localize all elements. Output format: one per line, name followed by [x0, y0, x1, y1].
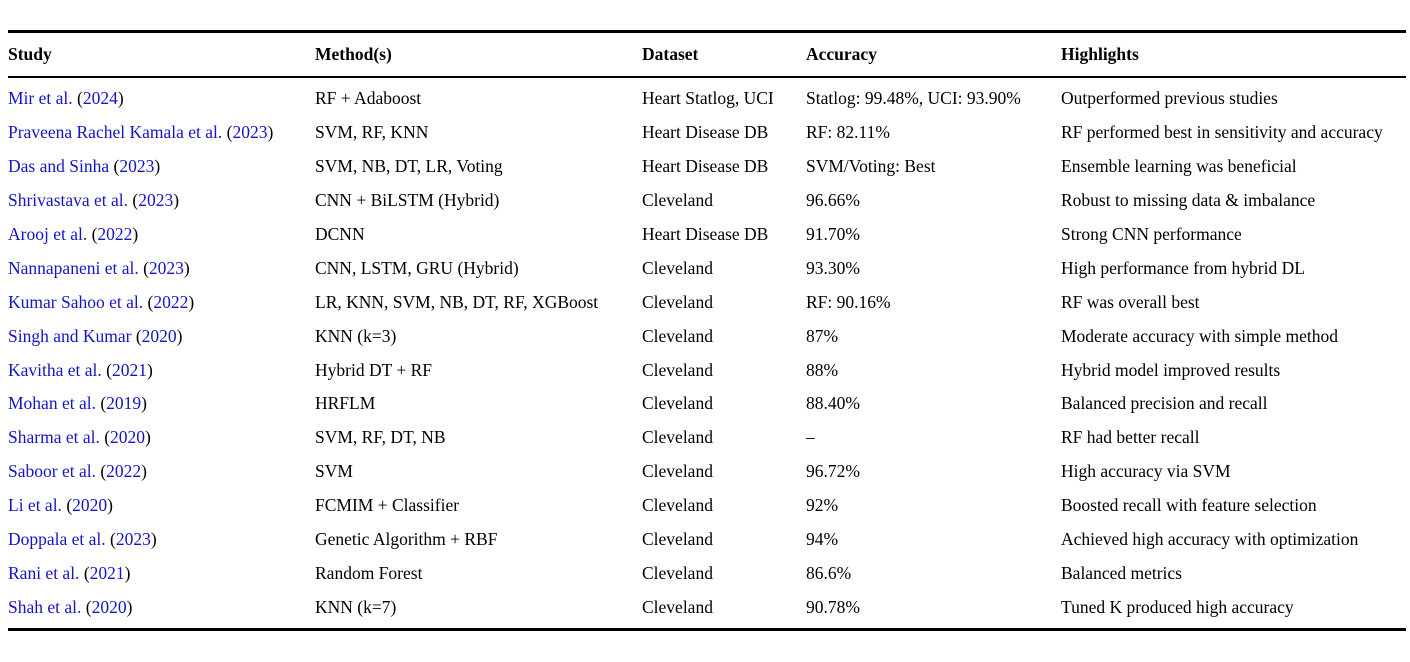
cell-method: Genetic Algorithm + RBF [315, 529, 498, 550]
cell-study [8, 523, 315, 557]
citation-year-link[interactable]: 2022 [106, 461, 142, 482]
citation-author-link[interactable]: Shah et al. [8, 596, 82, 617]
table-row [8, 353, 1406, 387]
citation-author-link[interactable]: Rani et al. [8, 562, 80, 583]
cell-accuracy: 88.40% [806, 393, 860, 414]
citation-author-link[interactable]: Mir et al. [8, 88, 73, 109]
cell-highlights: High performance from hybrid DL [1061, 257, 1305, 278]
cell-accuracy: RF: 82.11% [806, 122, 890, 143]
cell-study [8, 353, 315, 387]
cell-accuracy: 88% [806, 359, 839, 380]
cell-highlights: Tuned K produced high accuracy [1061, 596, 1294, 617]
citation-close-paren: ) [183, 257, 190, 278]
citation-year-link[interactable]: 2023 [148, 257, 184, 278]
citation-close-paren: ) [117, 88, 124, 109]
citation-year-link[interactable]: 2023 [138, 190, 174, 211]
citation-open-paren: ( [113, 156, 120, 177]
citation-close-paren: ) [145, 427, 151, 448]
citation-open-paren: ( [77, 88, 83, 109]
header-highlights: Highlights [1061, 44, 1139, 64]
cell-accuracy: 94% [806, 529, 839, 550]
cell-dataset: Heart Disease DB [642, 224, 769, 244]
table-row [8, 251, 1406, 285]
citation-close-paren: ) [154, 156, 161, 177]
cell-accuracy: Statlog: 99.48%, UCI: 93.90% [806, 88, 1021, 109]
citation-year-link[interactable]: 2022 [153, 291, 189, 312]
cell-accuracy: 93.30% [806, 257, 860, 278]
cell-highlights: Robust to missing data & imbalance [1061, 190, 1316, 211]
cell-accuracy: 92% [806, 495, 839, 516]
cell-method: SVM, RF, DT, NB [315, 427, 446, 448]
citation-open-paren: ( [143, 257, 149, 278]
cell-study [8, 590, 315, 629]
comparison-table-container [8, 30, 1406, 631]
cell-method: CNN, LSTM, GRU (Hybrid) [315, 257, 519, 278]
cell-dataset: Cleveland [642, 596, 713, 617]
cell-dataset: Cleveland [642, 427, 713, 448]
table-row [8, 590, 1406, 629]
cell-study [8, 455, 315, 489]
table-row [8, 489, 1406, 523]
cell-dataset: Cleveland [642, 562, 713, 583]
table-row [8, 150, 1406, 184]
table-row [8, 319, 1406, 353]
citation-year-link[interactable]: 2023 [232, 122, 268, 143]
table-row [8, 218, 1406, 252]
table-row [8, 184, 1406, 218]
citation-author-link[interactable]: Praveena Rachel Kamala et al. [8, 122, 223, 143]
citation-open-paren: ( [83, 562, 90, 583]
cell-highlights: High accuracy via SVM [1061, 461, 1231, 482]
citation-open-paren: ( [147, 291, 154, 312]
cell-accuracy: 87% [806, 325, 839, 346]
cell-highlights: RF had better recall [1061, 427, 1200, 448]
cell-accuracy: 90.78% [806, 596, 860, 617]
citation-close-paren: ) [141, 461, 147, 482]
cell-method: SVM, NB, DT, LR, Voting [315, 156, 503, 177]
cell-accuracy: 91.70% [806, 224, 860, 244]
cell-highlights: RF was overall best [1061, 291, 1200, 312]
cell-method: KNN (k=3) [315, 325, 397, 346]
table-row [8, 285, 1406, 319]
cell-highlights: Balanced metrics [1061, 562, 1182, 583]
cell-dataset: Cleveland [642, 291, 713, 312]
citation-year-link[interactable]: 2019 [106, 393, 142, 414]
citation-open-paren: ( [100, 393, 107, 414]
cell-highlights: RF performed best in sensitivity and accuracy [1061, 122, 1383, 143]
citation-author-link[interactable]: Kumar Sahoo et al. [8, 291, 144, 312]
citation-year-link[interactable]: 2020 [141, 325, 177, 346]
cell-accuracy: SVM/Voting: Best [806, 156, 936, 177]
citation-open-paren: ( [135, 325, 142, 346]
cell-accuracy: 96.72% [806, 461, 860, 482]
table-body [8, 77, 1406, 630]
citation-open-paren: ( [66, 495, 73, 516]
cell-dataset: Cleveland [642, 461, 713, 482]
citation-year-link[interactable]: 2021 [111, 359, 147, 380]
table-row [8, 523, 1406, 557]
cell-dataset: Cleveland [642, 529, 713, 550]
citation-year-link[interactable]: 2020 [72, 495, 108, 516]
cell-study [8, 184, 315, 218]
citation-close-paren: ) [126, 596, 133, 617]
citation-year-link[interactable]: 2020 [110, 427, 146, 448]
cell-highlights: Strong CNN performance [1061, 224, 1242, 244]
cell-dataset: Cleveland [642, 393, 713, 414]
cell-study [8, 387, 315, 421]
cell-accuracy: RF: 90.16% [806, 291, 891, 312]
cell-method: LR, KNN, SVM, NB, DT, RF, XGBoost [315, 291, 599, 312]
cell-study [8, 319, 315, 353]
citation-close-paren: ) [146, 359, 153, 380]
citation-year-link[interactable]: 2022 [97, 224, 133, 244]
header-dataset: Dataset [642, 44, 699, 64]
citation-close-paren: ) [267, 122, 274, 143]
cell-study [8, 77, 315, 116]
cell-method: KNN (k=7) [315, 596, 397, 617]
citation-author-link[interactable]: Li et al. [8, 495, 62, 516]
citation-close-paren: ) [124, 562, 131, 583]
citation-author-link[interactable]: Kavitha et al. [8, 359, 102, 380]
cell-highlights: Outperformed previous studies [1061, 88, 1278, 109]
cell-dataset: Cleveland [642, 359, 713, 380]
cell-highlights: Ensemble learning was beneficial [1061, 156, 1297, 177]
cell-highlights: Boosted recall with feature selection [1061, 495, 1317, 516]
table-row [8, 116, 1406, 150]
citation-close-paren: ) [150, 529, 157, 550]
cell-study [8, 421, 315, 455]
citation-author-link[interactable]: Nannapaneni et al. [8, 257, 139, 278]
cell-study [8, 116, 315, 150]
citation-year-link[interactable]: 2023 [115, 529, 151, 550]
cell-study [8, 285, 315, 319]
cell-dataset: Cleveland [642, 257, 713, 278]
citation-author-link[interactable]: Sharma et al. [8, 427, 100, 448]
cell-method: Hybrid DT + RF [315, 359, 432, 380]
cell-dataset: Cleveland [642, 325, 713, 346]
table-row [8, 387, 1406, 421]
citation-open-paren: ( [100, 461, 107, 482]
citation-open-paren: ( [110, 529, 116, 550]
citation-year-link[interactable]: 2023 [119, 156, 155, 177]
related-work-comparison-table [8, 30, 1406, 631]
citation-open-paren: ( [91, 224, 98, 244]
citation-close-paren: ) [141, 393, 147, 414]
cell-highlights: Balanced precision and recall [1061, 393, 1268, 414]
citation-close-paren: ) [132, 224, 139, 244]
table-row [8, 77, 1406, 116]
citation-open-paren: ( [106, 359, 112, 380]
cell-study [8, 556, 315, 590]
citation-close-paren: ) [107, 495, 113, 516]
cell-method: DCNN [315, 224, 365, 244]
cell-dataset: Heart Disease DB [642, 122, 769, 143]
table-header [8, 32, 1406, 78]
citation-open-paren: ( [85, 596, 92, 617]
cell-method: SVM, RF, KNN [315, 122, 429, 143]
citation-close-paren: ) [188, 291, 195, 312]
header-study: Study [8, 44, 52, 64]
citation-author-link[interactable]: Shrivastava et al. [8, 190, 129, 211]
cell-accuracy: 96.66% [806, 190, 860, 211]
citation-open-paren: ( [104, 427, 111, 448]
cell-study [8, 251, 315, 285]
header-row [8, 32, 1406, 78]
cell-highlights: Hybrid model improved results [1061, 359, 1281, 380]
cell-method: RF + Adaboost [315, 88, 422, 109]
cell-method: CNN + BiLSTM (Hybrid) [315, 190, 500, 211]
cell-accuracy: – [806, 427, 815, 448]
cell-dataset: Heart Statlog, UCI [642, 88, 774, 109]
citation-author-link[interactable]: Singh and Kumar [8, 325, 132, 346]
cell-highlights: Moderate accuracy with simple method [1061, 325, 1338, 346]
citation-close-paren: ) [173, 190, 180, 211]
citation-open-paren: ( [132, 190, 139, 211]
citation-author-link[interactable]: Doppala et al. [8, 529, 106, 550]
citation-open-paren: ( [226, 122, 233, 143]
citation-year-link[interactable]: 2021 [89, 562, 125, 583]
cell-method: FCMIM + Classifier [315, 495, 460, 516]
cell-study [8, 218, 315, 252]
citation-author-link[interactable]: Saboor et al. [8, 461, 96, 482]
citation-author-link[interactable]: Das and Sinha [8, 156, 110, 177]
cell-study [8, 489, 315, 523]
table-row [8, 421, 1406, 455]
cell-method: Random Forest [315, 562, 423, 583]
cell-method: HRFLM [315, 393, 376, 414]
cell-dataset: Cleveland [642, 495, 713, 516]
header-methods: Method(s) [315, 44, 392, 64]
cell-accuracy: 86.6% [806, 562, 852, 583]
cell-dataset: Cleveland [642, 190, 713, 211]
cell-method: SVM [315, 461, 353, 482]
cell-study [8, 150, 315, 184]
citation-author-link[interactable]: Mohan et al. [8, 393, 96, 414]
cell-highlights: Achieved high accuracy with optimization [1061, 529, 1359, 550]
citation-close-paren: ) [176, 325, 183, 346]
header-accuracy: Accuracy [806, 44, 877, 64]
table-row [8, 556, 1406, 590]
citation-year-link[interactable]: 2024 [82, 88, 118, 109]
citation-year-link[interactable]: 2020 [91, 596, 127, 617]
table-row [8, 455, 1406, 489]
citation-author-link[interactable]: Arooj et al. [8, 224, 88, 244]
cell-dataset: Heart Disease DB [642, 156, 769, 177]
